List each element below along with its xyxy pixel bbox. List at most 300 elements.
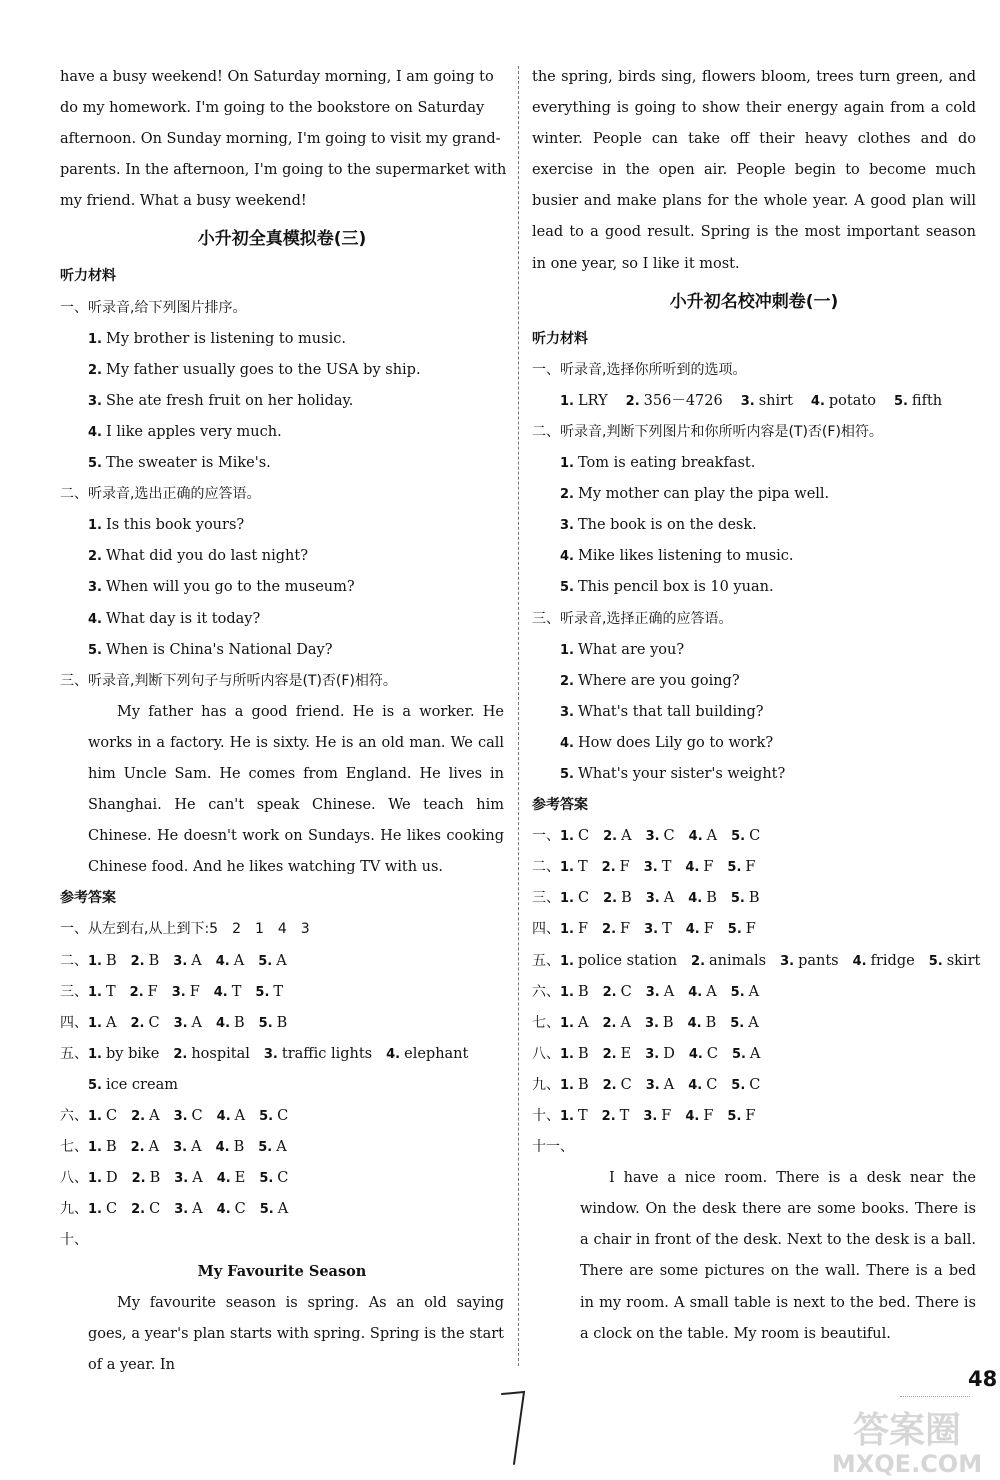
answer-value: C	[749, 1076, 761, 1093]
item-text: Mike likes listening to music.	[577, 548, 794, 565]
item-text: The book is on the desk.	[577, 517, 757, 534]
answer-value: F	[189, 983, 200, 1000]
text-line: my friend. What a busy weekend!	[60, 193, 307, 210]
item-text: The sweater is Mike's.	[105, 455, 271, 472]
answer-cell	[560, 914, 588, 945]
choice-value: shirt	[758, 392, 793, 409]
answer-number: 1.	[88, 1140, 102, 1156]
listening-item	[60, 386, 504, 417]
answer-cell	[646, 1070, 674, 1101]
answer-key	[532, 821, 981, 1163]
answer-cell	[131, 1101, 159, 1132]
answer-cell	[560, 1101, 588, 1132]
answer-number: 5.	[731, 829, 746, 845]
answer-value: A	[620, 1014, 631, 1031]
exam-title: 小升初全真模拟卷(三)	[197, 229, 367, 250]
answer-cell	[686, 914, 714, 945]
answer-value: A	[105, 1014, 117, 1031]
answer-number: 1.	[560, 829, 574, 845]
answer-value: A	[663, 983, 675, 1000]
answer-number: 1.	[88, 984, 102, 1000]
answer-cell	[560, 1070, 589, 1101]
answer-cell	[214, 977, 242, 1008]
answer-cell	[560, 821, 589, 852]
answer-cell	[174, 1194, 202, 1225]
answer-cell	[688, 883, 717, 914]
answer-value: fridge	[870, 952, 915, 969]
answer-section-label: 五、	[532, 952, 560, 969]
answer-cell	[259, 1008, 288, 1039]
item-number: 4.	[88, 424, 102, 440]
answer-value: A	[706, 828, 718, 845]
answer-cell	[131, 1132, 159, 1163]
item-number: 2.	[88, 549, 102, 565]
answer-cell	[88, 1194, 117, 1225]
answer-cell	[643, 1101, 671, 1132]
answer-value: animals	[709, 952, 767, 969]
item-text: She ate fresh fruit on her holiday.	[105, 392, 354, 409]
listening-item	[60, 572, 504, 603]
item-number: 3.	[88, 393, 102, 409]
answer-number: 2.	[603, 829, 618, 845]
answer-number: 4.	[687, 1015, 702, 1031]
answer-cell	[258, 946, 286, 977]
answer-number: 3.	[645, 1077, 660, 1093]
choice-number: 4.	[810, 393, 825, 409]
answer-value: B	[577, 1045, 589, 1062]
answer-cell	[603, 977, 632, 1008]
answer-value: C	[105, 1201, 118, 1218]
answer-cell	[130, 1008, 159, 1039]
answer-cell	[730, 1008, 758, 1039]
answer-section-label: 九、	[532, 1076, 560, 1093]
answer-cell	[216, 1008, 245, 1039]
listening-item	[532, 510, 976, 541]
answer-value: C	[191, 1108, 203, 1124]
item-text: How does Lily go to work?	[577, 734, 774, 751]
answer-cell	[131, 1194, 160, 1225]
answer-section-label: 四、	[532, 921, 560, 938]
listening-item	[532, 572, 976, 603]
watermark-top: 答案圈	[852, 1410, 962, 1451]
item-number: 5.	[88, 642, 102, 658]
answer-cell	[172, 977, 200, 1008]
answer-value: C	[148, 1014, 160, 1031]
answer-cell	[603, 1039, 632, 1070]
answer-number: 2.	[130, 1140, 145, 1156]
item-text: This pencil box is 10 yuan.	[577, 579, 774, 596]
answer-value: B	[577, 983, 589, 1000]
answer-number: 4.	[216, 1171, 231, 1187]
answer-value: elephant	[404, 1045, 469, 1062]
answer-number: 5.	[727, 860, 742, 876]
answer-number: 2.	[602, 984, 617, 1000]
answer-value: C	[663, 828, 675, 845]
answer-cell	[560, 977, 589, 1008]
answer-cell	[685, 1101, 713, 1132]
section-label: 三、听录音,判断下列句子与所听内容是(T)否(F)相符。	[60, 672, 397, 689]
item-text: I like apples very much.	[105, 423, 282, 440]
answer-number: 5.	[731, 1046, 746, 1062]
answer-row	[532, 977, 976, 1008]
answer-value: A	[276, 1139, 287, 1156]
listening-item	[532, 728, 976, 759]
answer-number: 2.	[602, 922, 617, 938]
answer-section-label: 十一、	[532, 1139, 574, 1156]
listening-item	[60, 510, 504, 541]
answer-section-label: 一、从左到右,从上到下:5 2 1 4 3	[60, 921, 310, 938]
item-text: Where are you going?	[577, 672, 740, 689]
answers-heading: 参考答案	[532, 797, 588, 814]
answer-value: C	[706, 1076, 718, 1093]
choice-value: 356－4726	[643, 392, 723, 409]
answer-cell	[560, 1039, 589, 1070]
section-label: 三、听录音,选择正确的应答语。	[532, 610, 733, 627]
answer-number: 1.	[88, 1015, 102, 1031]
item-number: 1.	[560, 642, 574, 658]
answer-number: 4.	[216, 1109, 231, 1124]
answer-cell	[603, 821, 631, 852]
answer-cell	[689, 1039, 718, 1070]
answer-cell	[88, 1101, 117, 1132]
answer-cell	[602, 1008, 630, 1039]
answer-value: by bike	[105, 1045, 160, 1062]
answer-number: 3.	[645, 984, 660, 1000]
item-text: What did you do last night?	[105, 548, 308, 565]
answer-number: 5.	[730, 984, 745, 1000]
answer-section-label: 四、	[60, 1014, 88, 1031]
answer-number: 4.	[386, 1046, 401, 1062]
answer-cell	[174, 1008, 202, 1039]
answer-value: A	[276, 952, 287, 969]
answer-value: F	[745, 921, 756, 938]
answer-value: B	[148, 952, 160, 969]
answer-cell	[603, 1070, 632, 1101]
answer-number: 5.	[258, 1140, 273, 1156]
answer-number: 1.	[560, 953, 574, 969]
answer-number: 2.	[601, 860, 616, 876]
answer-number: 2.	[602, 1015, 617, 1031]
answer-value: A	[663, 890, 675, 907]
page-number: 48	[968, 1362, 1000, 1396]
answer-value: T	[661, 859, 672, 876]
answer-value: A	[191, 1139, 202, 1156]
item-text: What day is it today?	[105, 610, 261, 627]
answer-cell	[780, 946, 839, 977]
answer-number: 4.	[688, 984, 703, 1000]
answer-number: 5.	[259, 1171, 274, 1187]
answer-section-label: 八、	[60, 1170, 88, 1187]
answer-cell	[602, 1101, 630, 1132]
answer-value: A	[577, 1014, 589, 1031]
answer-number: 5.	[928, 953, 943, 969]
answer-row	[532, 1070, 976, 1101]
answer-cell	[132, 1163, 161, 1194]
watermark-bottom: MXQE.COM	[831, 1450, 983, 1478]
answer-key	[60, 914, 504, 1256]
answer-value: A	[149, 1108, 160, 1124]
answer-number: 4.	[215, 1140, 230, 1156]
answer-section-label: 三、	[532, 890, 560, 907]
answer-cell	[731, 1070, 760, 1101]
answer-row	[532, 883, 976, 914]
answer-cell	[88, 977, 116, 1008]
item-number: 3.	[560, 704, 574, 720]
listening-item	[60, 541, 504, 572]
section-label: 二、听录音,判断下列图片和你所听内容是(T)否(F)相符。	[532, 423, 883, 440]
answer-number: 1.	[560, 1077, 574, 1093]
answer-number: 2.	[131, 1202, 146, 1218]
answer-number: 2.	[601, 1109, 616, 1124]
answer-cell	[216, 1132, 245, 1163]
item-number: 5.	[560, 766, 574, 782]
item-number: 5.	[88, 456, 102, 472]
answer-cell	[88, 1070, 178, 1101]
answer-number: 5.	[255, 984, 270, 1000]
answer-number: 1.	[560, 891, 574, 907]
item-number: 5.	[560, 580, 574, 596]
item-text: My brother is listening to music.	[105, 330, 346, 347]
answer-cell	[258, 1132, 286, 1163]
answer-value: C	[577, 828, 590, 845]
listening-item	[532, 759, 976, 790]
answer-value: C	[149, 1201, 161, 1218]
answer-section-label: 六、	[532, 983, 560, 1000]
answer-cell	[646, 883, 674, 914]
answer-number: 3.	[173, 953, 188, 969]
answer-cell	[727, 852, 755, 883]
text-line: have a busy weekend! On Saturday morning, I am going to	[60, 69, 494, 85]
essay-title: My Favourite Season	[197, 1263, 367, 1281]
answer-value: D	[663, 1045, 675, 1062]
answer-value: B	[276, 1014, 288, 1031]
answer-cell	[646, 821, 675, 852]
listening-item	[532, 479, 976, 510]
listening-item	[532, 541, 976, 572]
text-line: afternoon. On Sunday morning, I'm going to visit my grand-	[60, 131, 501, 148]
answer-value: F	[703, 859, 714, 876]
answer-cell	[560, 852, 588, 883]
choice-number: 5.	[893, 393, 908, 409]
answer-number: 4.	[216, 1015, 231, 1031]
answer-cell	[88, 1008, 116, 1039]
answer-value: B	[662, 1014, 674, 1031]
listening-passage: My father has a good friend. He is a worker. He works in a factory. He is sixty. He is an old man. We call him Uncle Sam. He comes from England. He lives in Shanghai. He can't speak Chinese. We teach him Chinese. He doesn't work on Sundays. He likes cooking Chinese food. And he likes watching TV with us.	[88, 703, 504, 876]
answer-value: T	[662, 921, 672, 938]
item-number: 4.	[88, 611, 102, 627]
answer-value: ice cream	[105, 1076, 178, 1093]
answer-number: 1.	[88, 1171, 102, 1187]
answer-number: 1.	[88, 1109, 102, 1124]
listening-item	[60, 355, 504, 386]
answer-value: A	[621, 828, 632, 845]
answer-row	[532, 852, 976, 883]
answer-number: 5.	[731, 1077, 746, 1093]
answer-cell	[173, 1132, 201, 1163]
answer-cell	[732, 1039, 760, 1070]
choice-row	[532, 386, 976, 417]
answer-cell	[88, 946, 117, 977]
answer-number: 3.	[171, 984, 186, 1000]
answer-number: 2.	[603, 891, 618, 907]
item-number: 2.	[560, 487, 574, 503]
listening-item	[532, 697, 976, 728]
answer-value: A	[748, 1014, 759, 1031]
answer-number: 4.	[852, 953, 867, 969]
answer-number: 1.	[88, 1046, 102, 1062]
choice-number: 1.	[560, 393, 574, 409]
answer-cell	[688, 1008, 717, 1039]
answer-cell	[259, 1163, 288, 1194]
answer-value: C	[749, 828, 761, 845]
answer-value: A	[192, 1201, 203, 1218]
choice-value: LRY	[577, 392, 608, 409]
section-label: 二、听录音,选出正确的应答语。	[60, 486, 261, 503]
answer-value: C	[706, 1045, 718, 1062]
item-number: 1.	[88, 331, 102, 347]
answer-cell	[217, 1194, 246, 1225]
answer-value: T	[231, 983, 242, 1000]
listening-item	[60, 604, 504, 635]
item-text: Is this book yours?	[105, 517, 245, 534]
answer-value: B	[233, 1139, 245, 1156]
answer-section-label: 七、	[60, 1139, 88, 1156]
answer-section-label: 五、	[60, 1045, 88, 1062]
answer-value: C	[277, 1108, 289, 1124]
answer-section-label: 十、	[532, 1108, 560, 1124]
answer-number: 1.	[88, 953, 102, 969]
answer-value: B	[705, 1014, 717, 1031]
answer-cell	[130, 977, 158, 1008]
answer-value: B	[577, 1076, 589, 1093]
watermark-logo	[820, 1402, 995, 1478]
answer-value: A	[706, 983, 717, 1000]
answer-number: 4.	[216, 1202, 231, 1218]
choice-value: fifth	[911, 392, 943, 409]
listening-item	[60, 448, 504, 479]
item-text: My father usually goes to the USA by ship.	[105, 361, 421, 378]
answer-number: 2.	[602, 1046, 617, 1062]
item-text: My mother can play the pipa well.	[577, 486, 830, 503]
answer-number: 1.	[88, 1202, 102, 1218]
answer-row	[60, 1039, 504, 1070]
item-text: What's that tall building?	[577, 703, 764, 720]
answer-value: A	[191, 1014, 203, 1031]
answer-section-label: 一、	[532, 828, 560, 845]
listening-item	[532, 635, 976, 666]
answer-value: T	[577, 859, 588, 876]
answer-cell	[602, 914, 630, 945]
answer-value: B	[621, 890, 632, 907]
item-number: 1.	[560, 456, 574, 472]
answer-number: 5.	[727, 922, 742, 938]
listening-item	[60, 324, 504, 355]
answer-cell	[728, 914, 756, 945]
answer-number: 3.	[645, 1046, 660, 1062]
answer-number: 3.	[645, 829, 660, 845]
answer-number: 5.	[88, 1077, 102, 1093]
answer-number: 3.	[645, 891, 660, 907]
answer-value: D	[105, 1170, 118, 1187]
answer-value: C	[577, 890, 590, 907]
answer-cell	[259, 1101, 288, 1132]
answer-cell	[727, 1101, 755, 1132]
answer-number: 4.	[685, 1109, 700, 1124]
answer-value: A	[748, 983, 760, 1000]
choice-cell	[811, 386, 876, 417]
answer-cell	[603, 883, 632, 914]
answer-value: B	[105, 1139, 117, 1156]
answer-cell	[688, 977, 716, 1008]
answer-cell	[688, 1070, 717, 1101]
answer-value: A	[663, 1076, 675, 1093]
answer-value: A	[192, 1170, 203, 1187]
answer-number: 1.	[560, 922, 574, 938]
column-divider	[518, 66, 519, 1366]
answer-row	[532, 821, 976, 852]
answer-value: F	[619, 859, 630, 876]
page-number-rule	[900, 1396, 970, 1397]
answer-number: 1.	[560, 860, 574, 876]
answer-cell	[645, 1008, 674, 1039]
answer-cell	[88, 1039, 159, 1070]
item-number: 2.	[560, 673, 574, 689]
answer-number: 1.	[560, 1015, 574, 1031]
answer-number: 3.	[173, 1140, 188, 1156]
answer-cell	[731, 883, 760, 914]
answer-value: C	[620, 983, 632, 1000]
answer-cell	[560, 883, 589, 914]
answer-value: F	[703, 921, 714, 938]
answer-number: 3.	[644, 1015, 659, 1031]
answer-value: F	[745, 859, 756, 876]
answer-cell	[731, 821, 760, 852]
answer-number: 3.	[174, 1171, 189, 1187]
item-text: Tom is eating breakfast.	[577, 455, 756, 472]
answer-number: 4.	[215, 953, 230, 969]
answer-cell	[602, 852, 630, 883]
item-number: 4.	[560, 549, 574, 565]
answer-section-label: 二、	[532, 859, 560, 876]
answer-number: 4.	[685, 922, 700, 938]
answer-row	[60, 1225, 504, 1256]
answer-number: 3.	[643, 860, 658, 876]
text-line: do my homework. I'm going to the bookstore on Saturday	[60, 100, 485, 117]
answer-value: E	[234, 1170, 246, 1187]
answer-value: T	[105, 983, 116, 1000]
choice-cell	[741, 386, 793, 417]
listening-item	[60, 417, 504, 448]
answer-number: 3.	[643, 1109, 658, 1124]
answer-cell	[173, 1039, 250, 1070]
answer-value: T	[273, 983, 284, 1000]
answer-number: 5.	[258, 1015, 273, 1031]
item-text: When will you go to the museum?	[105, 579, 355, 596]
exam-title: 小升初名校冲刺卷(一)	[669, 291, 839, 312]
answer-number: 5.	[259, 1109, 274, 1124]
answer-row	[532, 946, 981, 977]
answer-value: T	[619, 1108, 630, 1124]
answer-row	[60, 946, 504, 977]
answer-cell	[264, 1039, 372, 1070]
answer-row	[60, 1163, 504, 1194]
answer-number: 2.	[602, 1077, 617, 1093]
answer-value: F	[620, 921, 631, 938]
item-text: What are you?	[577, 641, 685, 658]
text-line: parents. In the afternoon, I'm going to the supermarket with	[60, 162, 507, 179]
answer-cell	[131, 946, 160, 977]
answer-value: E	[620, 1045, 632, 1062]
